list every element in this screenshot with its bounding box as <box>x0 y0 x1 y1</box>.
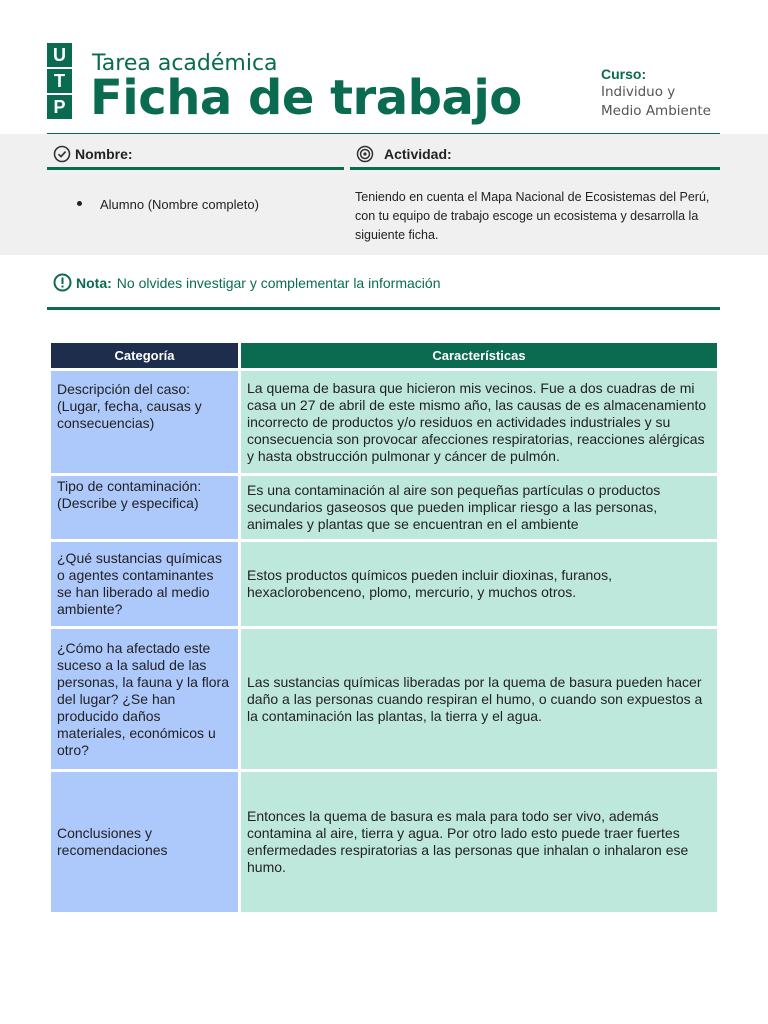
course-name-line2: Medio Ambiente <box>601 103 711 119</box>
check-circle-icon <box>53 145 71 163</box>
nombre-label: Nombre: <box>75 145 133 162</box>
actividad-header <box>350 140 720 170</box>
table-header-row <box>51 343 717 368</box>
logo-letter-u: U <box>47 43 72 67</box>
categoria-cell: Conclusiones y recomendaciones <box>51 772 238 912</box>
course-block <box>601 66 731 120</box>
alert-circle-icon <box>53 273 72 292</box>
caracteristicas-cell: Estos productos químicos pueden incluir dioxinas, furanos, hexaclorobenceno, plomo, mercurio, y muchos otros. <box>241 542 717 626</box>
alumno-list-item <box>77 197 259 212</box>
categoria-cell: ¿Qué sustancias químicas o agentes contaminantes se han liberado al medio ambiente? <box>51 542 238 626</box>
note-label: Nota: <box>76 274 112 291</box>
note-text: No olvides investigar y complementar la información <box>116 274 441 291</box>
caracteristicas-cell: Entonces la quema de basura es mala para todo ser vivo, además contamina al aire, tierra y agua. Por otro lado esto puede traer fuertes enfermedades respiratorias a las personas que inhalan o inhalaron ese humo. <box>241 772 717 912</box>
course-label: Curso: <box>601 66 647 82</box>
note-divider <box>47 307 720 310</box>
caracteristicas-cell: La quema de basura que hicieron mis vecinos. Fue a dos cuadras de mi casa un 27 de abril de este mismo año, las causas de es almacenamiento incorrecto de productos y/o residuos en actividades industriales y su consecuencia son provocar afecciones respiratorias, reacciones alérgicas y hasta obstrucción pulmonar y cáncer de pulmón. <box>241 371 717 473</box>
categoria-cell: ¿Cómo ha afectado este suceso a la salud de las personas, la fauna y la flora del lugar? ¿Se han producido daños materiales, económicos u otro? <box>51 629 238 769</box>
caracteristicas-cell: Las sustancias químicas liberadas por la quema de basura pueden hacer daño a las personas cuando respiran el humo, o cuando son expuestos a la contaminación las plantas, la tierra y el agua. <box>241 629 717 769</box>
alumno-text: Alumno (Nombre completo) <box>100 197 259 212</box>
categoria-cell: Tipo de contaminación: (Describe y especifica) <box>51 476 238 539</box>
table-row <box>51 542 717 626</box>
table-row <box>51 772 717 912</box>
caracteristicas-cell: Es una contaminación al aire son pequeñas partículas o productos secundarios gaseosos que pueden implicar riesgo a las personas, animales y plantas que se encuentran en el ambiente <box>241 476 717 539</box>
actividad-description: Teniendo en cuenta el Mapa Nacional de Ecosistemas del Perú, con tu equipo de trabajo escoge un ecosistema y desarrolla la siguiente ficha. <box>355 190 710 242</box>
table-row <box>51 476 717 539</box>
table-row <box>51 371 717 473</box>
ficha-table <box>48 340 720 915</box>
actividad-label: Actividad: <box>384 145 452 162</box>
categoria-cell: Descripción del caso: (Lugar, fecha, causas y consecuencias) <box>51 371 238 473</box>
logo-letter-p: P <box>47 95 72 119</box>
header-categoria: Categoría <box>51 343 238 368</box>
nombre-header <box>47 140 344 170</box>
course-name-line1: Individuo y <box>601 84 676 100</box>
note <box>53 273 440 292</box>
logo-letter-t: T <box>47 69 72 93</box>
table-row <box>51 629 717 769</box>
utp-logo <box>47 43 72 119</box>
document-subtitle: Tarea académica <box>92 51 278 76</box>
header-caracteristicas: Características <box>241 343 717 368</box>
bullet-icon <box>77 201 82 206</box>
document-title: Ficha de trabajo <box>90 70 522 126</box>
target-icon <box>356 145 376 163</box>
